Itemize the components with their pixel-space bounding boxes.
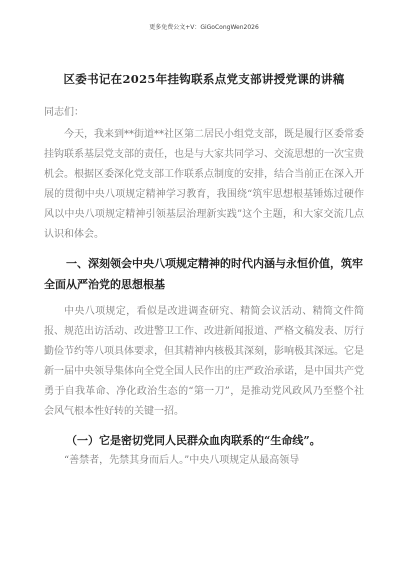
- subsection-heading-1: （一）它是密切党同人民群众血肉联系的“生命线”。: [66, 434, 321, 447]
- header-note: 更多免费公文+V：GiGoCongWen2026: [149, 24, 259, 31]
- intro-paragraph: 今天，我来到**街道**社区第二居民小组党支部，既是履行区委常委挂钩联系基层党支部的责任，也是与大家共同学习、交流思想的一次宝贵机会。根据区委深化党支部工作联系点制度的安排，结合当前正在深入开展的贯彻中央八项规定精神学习教育，我围绕“筑牢思想根基锤炼过硬作风以中央八项规定精神引领基层治理新实践”这个主题，和大家交流几点认识和体会。: [44, 129, 364, 240]
- document-title: 区委书记在2025年挂钩联系点党支部讲授党课的讲稿: [63, 72, 345, 86]
- section-heading-1: 一、深刻领会中央八项规定精神的时代内涵与永恒价值，筑牢全面从严治党的思想根基: [44, 257, 363, 291]
- section-1-paragraph: 中央八项规定，看似是改进调查研究、精简会议活动、精简文件简报、规范出访活动、改进警卫工作、改进新闻报道、严格文稿发表、厉行勤俭节约等八项具体要求，但其精神内核极其深刻，影响极其深远。它是新一届中央领导集体向全党全国人民作出的庄严政治承诺，是中国共产党勇于自我革命、净化政治生态的“第一刀”，是推动党风政风乃至整个社会风气根本性好转的关键一招。: [44, 306, 364, 417]
- subsection-1-paragraph: “善禁者，先禁其身而后人。”中央八项规定从最高领导: [64, 455, 300, 466]
- salutation: 同志们：: [44, 107, 84, 118]
